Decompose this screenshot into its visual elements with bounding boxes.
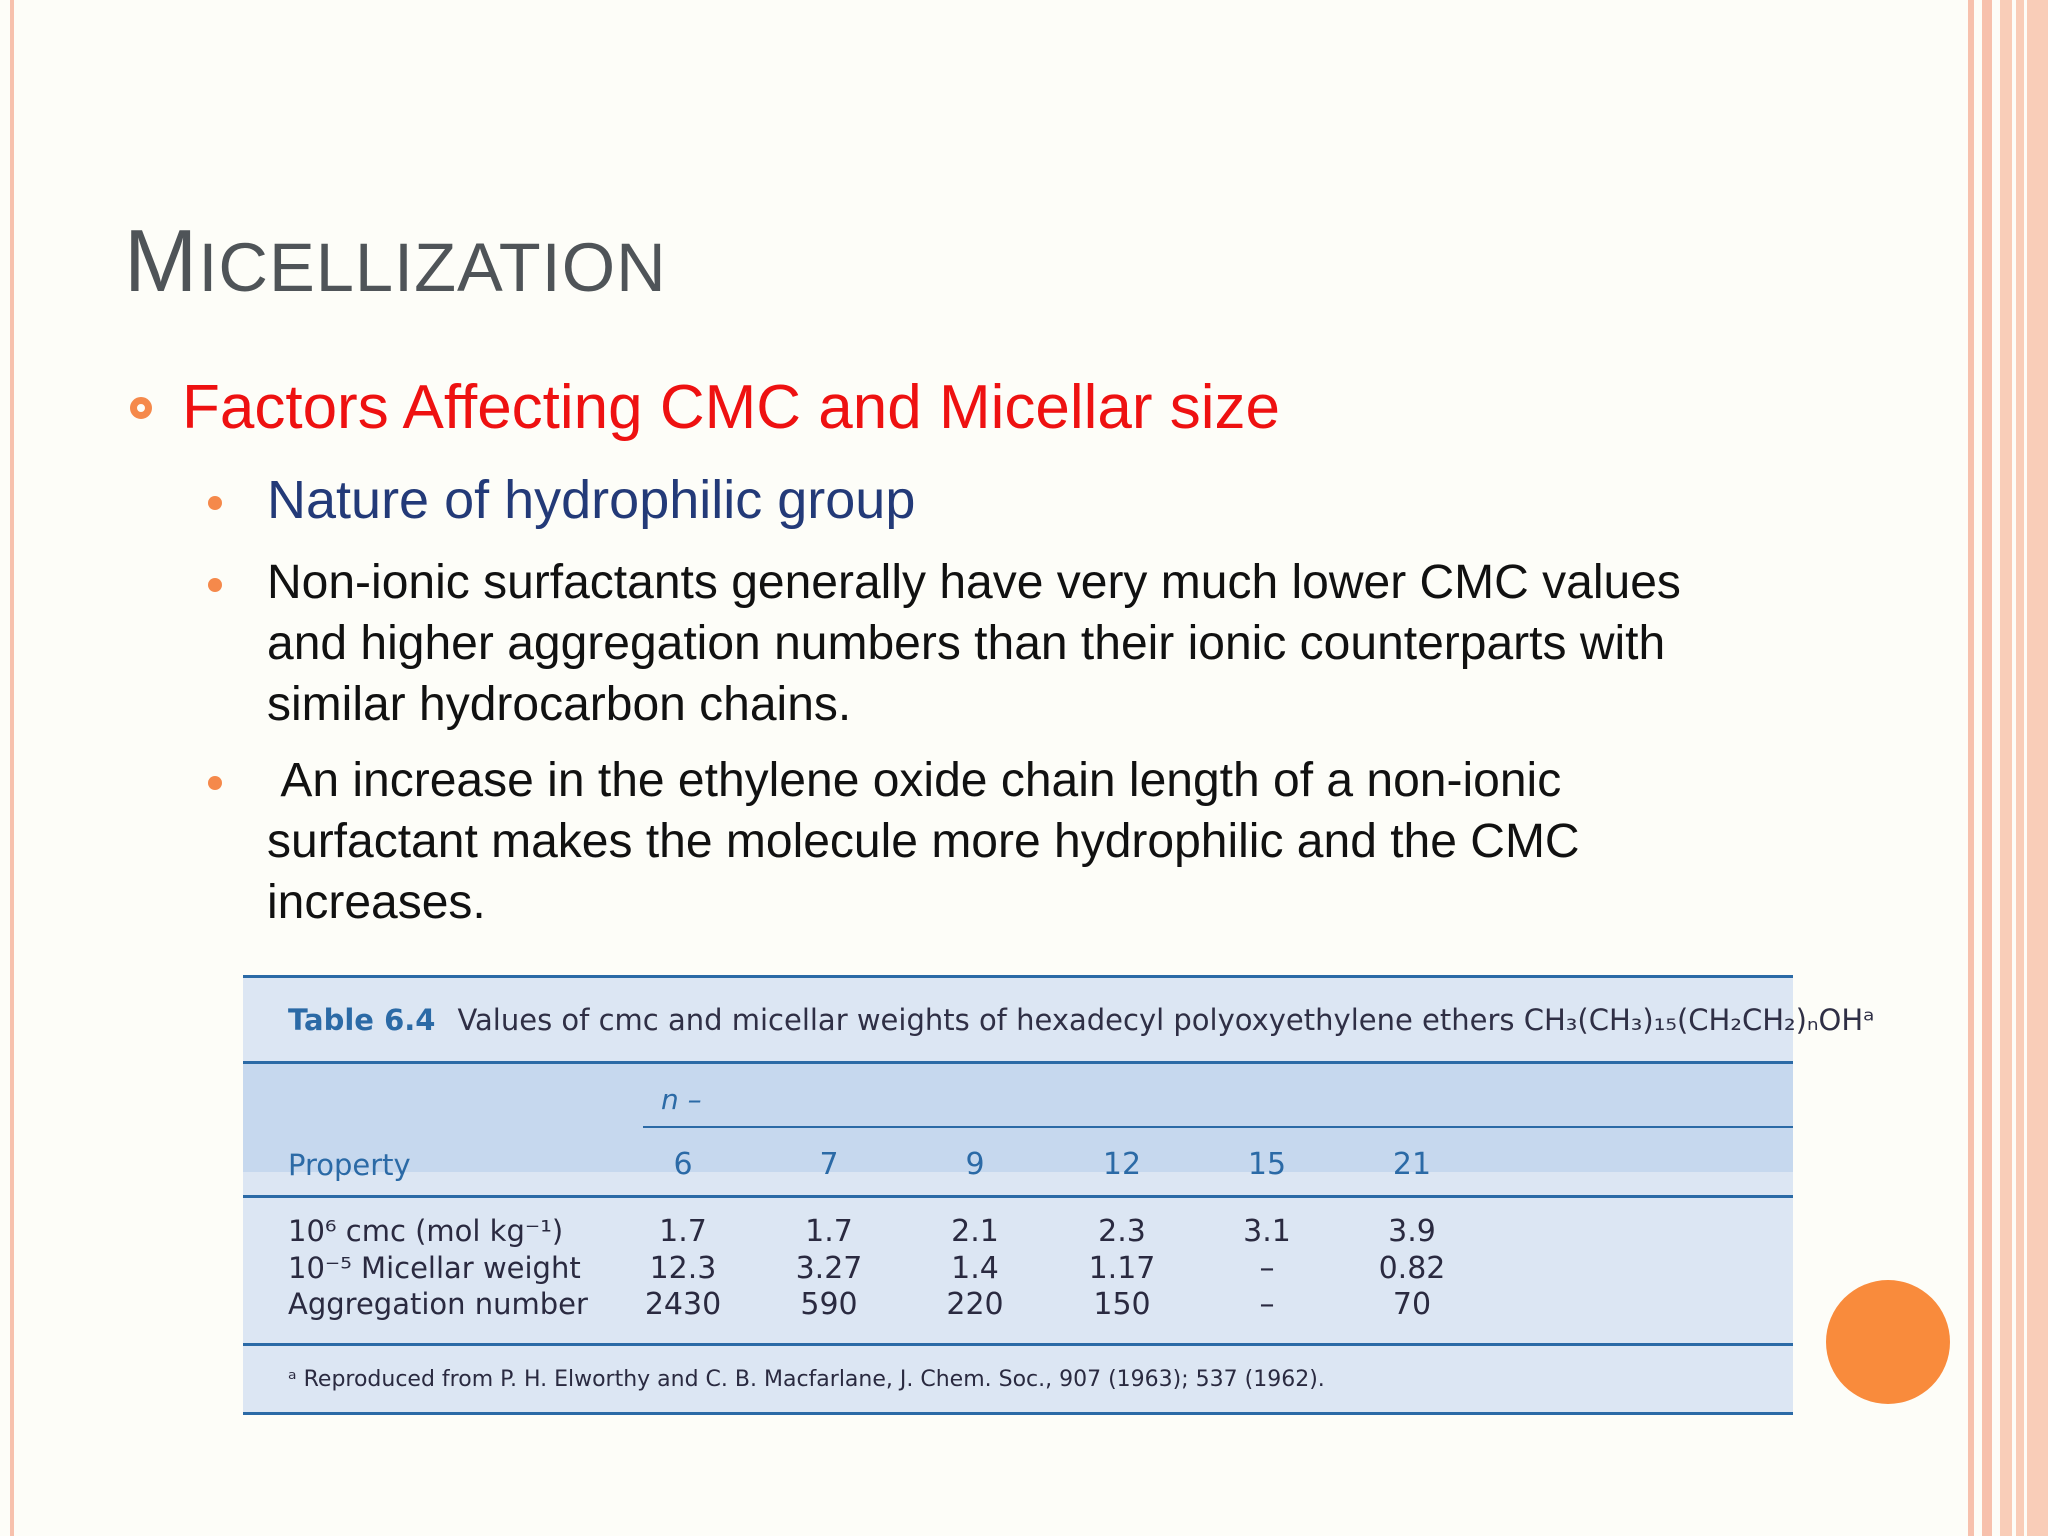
column-header: 21: [1392, 1147, 1432, 1182]
table-cell: 1.17: [1088, 1251, 1156, 1286]
column-header: 15: [1247, 1147, 1287, 1182]
sub-bullet-text: Nature of hydrophilic group: [267, 470, 916, 530]
sub-bullet: [208, 750, 1708, 933]
column-header: 6: [673, 1147, 693, 1182]
table-cell: 1.7: [805, 1214, 853, 1249]
sub-bullet: [208, 552, 1708, 735]
table-cell: 220: [946, 1287, 1004, 1322]
main-bullet-text: Factors Affecting CMC and Micellar size: [182, 373, 1281, 442]
sub-bullet-text: Non-ionic surfactants generally have very much lower CMC values and higher aggregation numbers than their ionic counterparts with similar hydrocarbon chains.: [267, 556, 1681, 731]
table-cell: –: [1259, 1287, 1275, 1322]
table-cell: 2.3: [1098, 1214, 1146, 1249]
table-cell: 1.4: [951, 1251, 999, 1286]
dot-bullet-icon: [208, 776, 222, 790]
table-cell: 12.3: [649, 1251, 717, 1286]
left-border: [0, 0, 22, 1536]
sub-bullet-text: An increase in the ethylene oxide chain length of a non-ionic surfactant makes the molecule more hydrophilic and the CMC increases.: [267, 754, 1593, 929]
row-label: 10⁻⁵ Micellar weight: [288, 1251, 581, 1285]
table-cell: 590: [800, 1287, 858, 1322]
table-caption: Table 6.4 Values of cmc and micellar weights of hexadecyl polyoxyethylene ethers CH₃(CH₃)₁₅(CH₂CH₂)ₙOHᵃ: [288, 1003, 1875, 1037]
column-header: 9: [965, 1147, 985, 1182]
property-header: Property: [288, 1148, 411, 1182]
main-bullet: [130, 372, 1280, 443]
row-label: Aggregation number: [288, 1287, 588, 1321]
data-table-figure: [243, 975, 1875, 1415]
table-cell: 2430: [644, 1287, 722, 1322]
right-border: [1964, 0, 2048, 1536]
table-cell: 3.1: [1243, 1214, 1291, 1249]
table-cell: 150: [1093, 1287, 1151, 1322]
table-cell: 3.9: [1388, 1214, 1436, 1249]
dot-bullet-icon: [208, 578, 222, 592]
row-label: 10⁶ cmc (mol kg⁻¹): [288, 1214, 564, 1248]
column-header: 7: [819, 1147, 839, 1182]
sub-bullet: [208, 470, 1708, 531]
dot-bullet-icon: [208, 496, 222, 510]
decorative-orange-circle: [1826, 1280, 1950, 1404]
table-cell: 3.27: [795, 1251, 863, 1286]
table-cell: 0.82: [1378, 1251, 1446, 1286]
ring-bullet-icon: [130, 397, 152, 419]
slide-title: MICELLIZATION: [124, 211, 667, 310]
column-header: 12: [1102, 1147, 1142, 1182]
n-label: n –: [661, 1083, 702, 1116]
table-cell: 1.7: [659, 1214, 707, 1249]
table-cell: 2.1: [951, 1214, 999, 1249]
table-footnote: ᵃ Reproduced from P. H. Elworthy and C. B. Macfarlane, J. Chem. Soc., 907 (1963); 537 (1962).: [288, 1367, 1325, 1392]
table-cell: –: [1259, 1251, 1275, 1286]
table-cell: 70: [1392, 1287, 1432, 1322]
